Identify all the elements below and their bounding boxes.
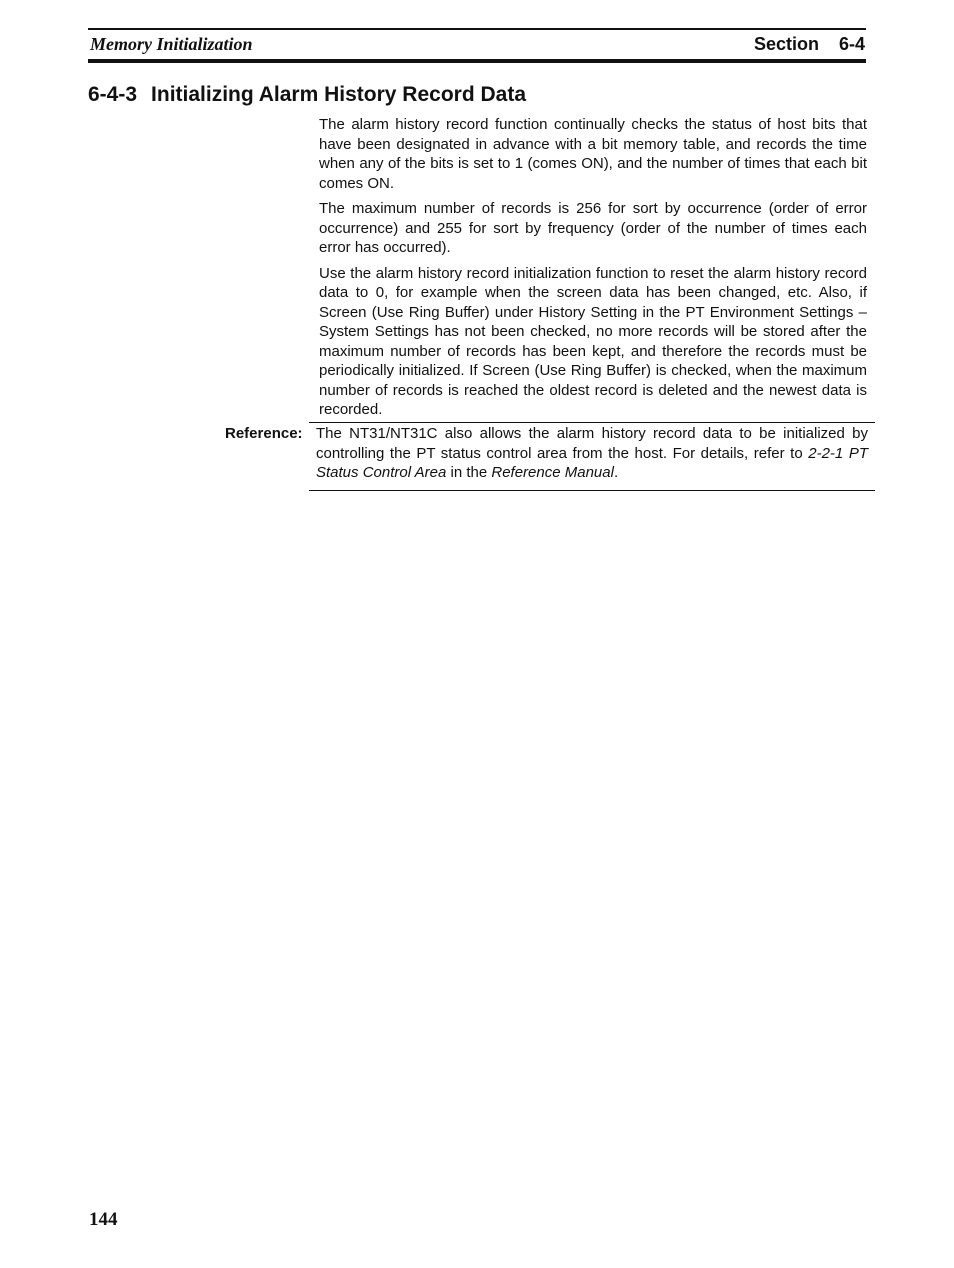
reference-top-rule	[309, 422, 875, 423]
body-text	[319, 115, 867, 426]
running-title: Memory Initialization	[90, 34, 253, 54]
heading-title: Initializing Alarm History Record Data	[151, 83, 526, 106]
header-bottom-rule	[88, 59, 866, 63]
reference-label: Reference:	[225, 425, 303, 442]
paragraph-maximum-records: The maximum number of records is 256 for sort by occurrence (order of error occurrence) and 255 for sort by frequency (order of the number of times each error has occurred).	[319, 200, 867, 256]
reference-text	[316, 424, 868, 483]
heading-number: 6-4-3	[88, 83, 138, 106]
section-number: 6-4	[838, 34, 865, 54]
header-top-rule	[88, 28, 866, 30]
reference-manual-name: Reference Manual	[491, 464, 614, 481]
page-number: 144	[89, 1209, 118, 1230]
reference-bottom-rule	[309, 490, 875, 491]
section-word: Section	[753, 34, 819, 54]
reference-text-middle: in the	[446, 464, 492, 481]
subsection-heading	[88, 82, 526, 108]
reference-section-link: 2-2-1 PT Status Control Area	[316, 444, 868, 481]
reference-text-after: .	[613, 464, 619, 481]
section-label	[754, 33, 865, 55]
paragraph-initialization: Use the alarm history record initialization function to reset the alarm history record data to 0, for example when the screen data has been changed, etc. Also, if Screen (Use Ring Buffer) under History Setting in the PT Environment Settings – System Settings has not been checked, no more records will be stored after the maximum number of records has been kept, and therefore the records must be periodically initialized. If Screen (Use Ring Buffer) is checked, when the maximum number of records is reached the oldest record is deleted and the newest data is recorded.	[319, 264, 867, 418]
reference-text-before: The NT31/NT31C also allows the alarm history record data to be initialized by controlling the PT status control area from the host. For details, refer to	[316, 425, 868, 462]
paragraph-function-description: The alarm history record function continually checks the status of host bits that have been designated in advance with a bit memory table, and records the time when any of the bits is set to 1 (comes ON), and the number of times that each bit comes ON.	[319, 116, 867, 192]
